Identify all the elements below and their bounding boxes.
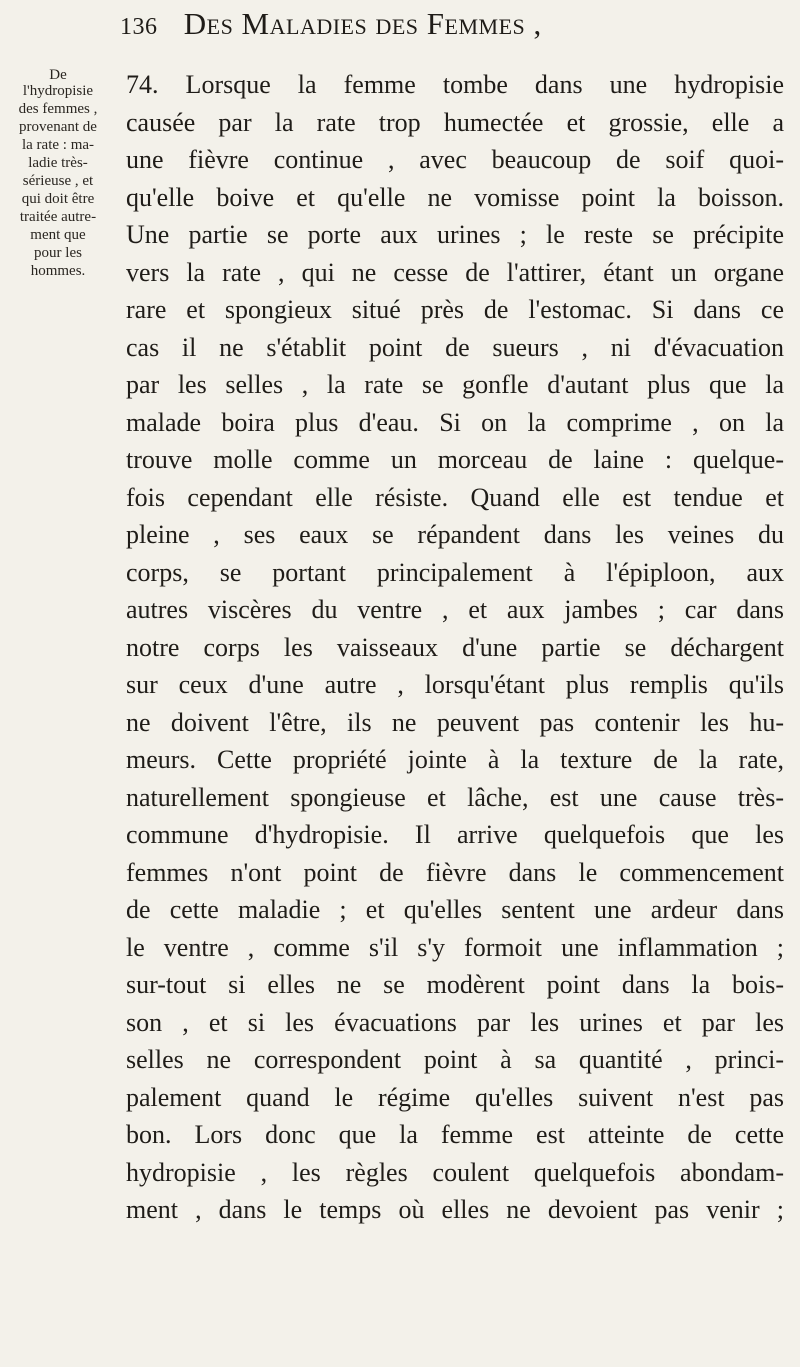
text-line: fois cependant elle résiste. Quand elle est tendue et — [126, 482, 784, 512]
margin-note-line: l'hydropisie — [22, 83, 94, 99]
text-line: rare et spongieux situé près de l'estomac. Si dans ce — [126, 295, 784, 324]
text-line: hydropisie , les règles coulent quelquefois abondam- — [126, 1157, 784, 1187]
running-header — [120, 6, 780, 50]
paragraph-74 — [126, 66, 784, 1229]
margin-note-line: des femmes , — [18, 101, 98, 117]
text-line: Une partie se porte aux urines ; le reste se précipite — [126, 220, 784, 249]
margin-note-line: provenant de — [19, 119, 97, 135]
text-line: sur ceux d'une autre , lorsqu'étant plus remplis qu'ils — [126, 670, 784, 699]
text-line: par les selles , la rate se gonfle d'autant plus que la — [126, 370, 784, 399]
margin-note-line: De — [49, 67, 67, 83]
text-line: trouve molle comme un morceau de laine : quelque- — [126, 445, 784, 474]
margin-note-line: sérieuse , et — [22, 173, 94, 189]
text-line: ment , dans le temps où elles ne devoient pas venir ; — [126, 1195, 784, 1224]
text-line: ne doivent l'être, ils ne peuvent pas contenir les hu- — [126, 707, 784, 737]
margin-note-line: traitée autre- — [19, 209, 97, 225]
text-line: qu'elle boive et qu'elle ne vomisse point la boisson. — [126, 182, 784, 212]
margin-note-line: ladie très- — [28, 155, 88, 171]
margin-note-line: hommes. — [30, 263, 86, 279]
text-line: le ventre , comme s'il s'y formoit une inflammation ; — [126, 932, 784, 962]
text-line: de cette maladie ; et qu'elles sentent une ardeur dans — [126, 895, 784, 924]
text-line: selles ne correspondent point à sa quantité , princi- — [126, 1045, 784, 1074]
text-line: notre corps les vaisseaux d'une partie se déchargent — [126, 632, 784, 662]
text-line: son , et si les évacuations par les urines et par les — [126, 1007, 784, 1037]
text-line: cas il ne s'établit point de sueurs , ni d'évacuation — [126, 332, 784, 362]
margin-note-line: pour les — [34, 245, 82, 261]
text-line: meurs. Cette propriété jointe à la texture de la rate, — [126, 745, 784, 774]
text-line: corps, se portant principalement à l'épiploon, aux — [126, 557, 784, 587]
running-title: Des Maladies des Femmes , — [183, 6, 542, 41]
text-line: naturellement spongieuse et lâche, est une cause très- — [126, 782, 784, 812]
text-line: autres viscères du ventre , et aux jambes ; car dans — [126, 595, 784, 624]
margin-note — [2, 67, 114, 280]
margin-note-line: ment que — [30, 227, 86, 243]
text-line: sur-tout si elles ne se modèrent point dans la bois- — [126, 970, 784, 999]
text-line: commune d'hydropisie. Il arrive quelquefois que les — [126, 820, 784, 849]
margin-note-line: la rate : ma- — [21, 137, 95, 153]
text-line: bon. Lors donc que la femme est atteinte de cette — [126, 1120, 784, 1149]
text-line: palement quand le régime qu'elles suivent n'est pas — [126, 1082, 784, 1112]
text-line: 74. Lorsque la femme tombe dans une hydropisie — [126, 70, 784, 99]
text-line: pleine , ses eaux se répandent dans les veines du — [126, 520, 784, 549]
text-line: vers la rate , qui ne cesse de l'attirer, étant un organe — [126, 257, 784, 287]
page-number: 136 — [120, 14, 158, 40]
margin-note-line: qui doit être — [21, 191, 95, 207]
text-line: femmes n'ont point de fièvre dans le commencement — [126, 857, 784, 887]
text-line: causée par la rate trop humectée et grossie, elle a — [126, 107, 784, 137]
text-line: malade boira plus d'eau. Si on la comprime , on la — [126, 407, 784, 437]
text-line: une fièvre continue , avec beaucoup de soif quoi- — [126, 145, 784, 174]
